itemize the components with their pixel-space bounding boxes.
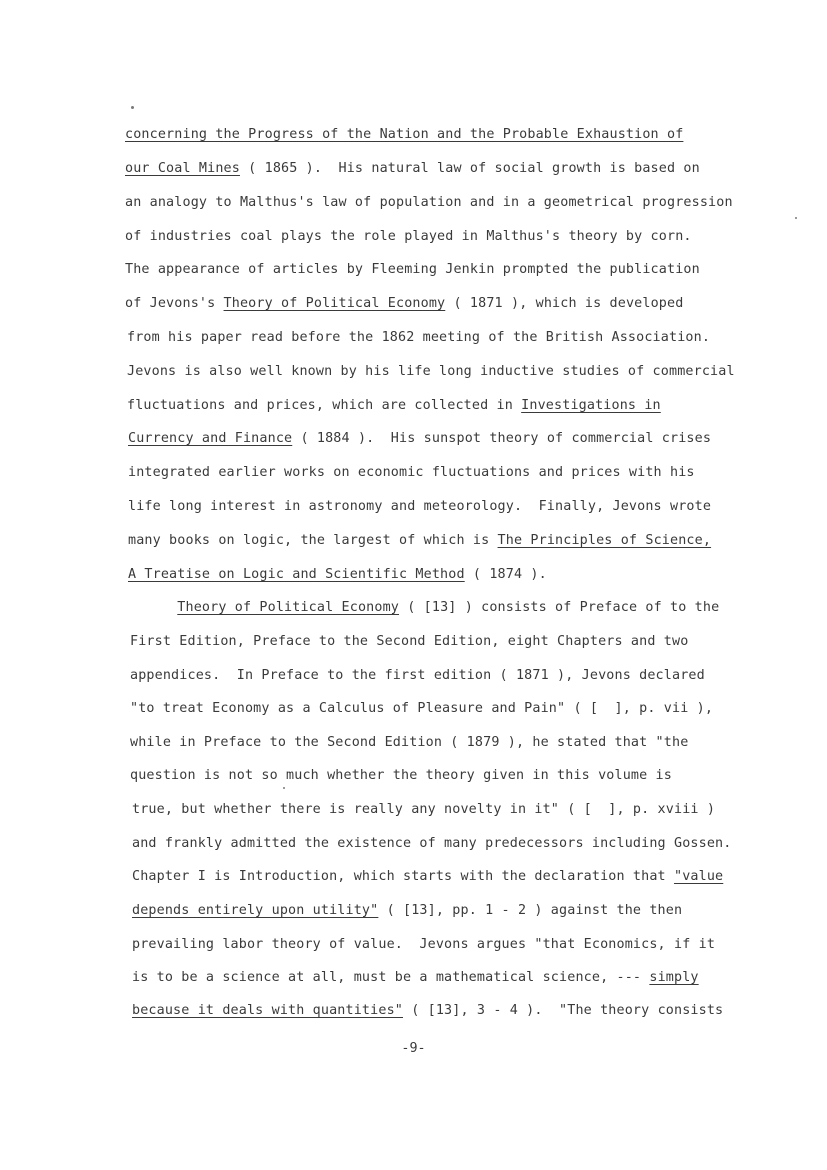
text-line [130, 768, 672, 784]
text-segment: "to treat Economy as a Calculus of Pleasure and Pain" ( [ ], p. vii ), [130, 701, 714, 716]
text-line [125, 161, 700, 177]
text-segment: ( [13] ) consists of Preface of to the [399, 600, 720, 615]
underlined-phrase: simply [649, 970, 699, 985]
underlined-phrase: because it deals with quantities" [132, 1003, 403, 1018]
text-line [132, 937, 715, 953]
underlined-phrase: our Coal Mines [125, 161, 240, 176]
underlined-phrase: Theory of Political Economy [223, 296, 446, 311]
text-segment: fluctuations and prices, which are collected in [127, 398, 522, 413]
underlined-phrase: "value [673, 869, 724, 884]
text-segment: Jevons is also well known by his life long inductive studies of commercial [127, 364, 735, 379]
underlined-phrase: concerning the Progress of the Nation and the Probable Exhaustion of [125, 127, 684, 142]
text-segment: question is not so much whether the theory given in this volume is [130, 768, 672, 783]
text-line [132, 869, 723, 885]
text-line [128, 533, 711, 549]
text-line [128, 567, 547, 583]
text-line [125, 229, 692, 245]
text-segment: of Jevons's [125, 296, 224, 311]
text-line [128, 431, 711, 447]
text-segment: true, but whether there is really any novelty in it" ( [ ], p. xviii ) [132, 802, 716, 817]
underlined-phrase: Theory of Political Economy [177, 600, 400, 615]
text-segment: integrated earlier works on economic fluctuations and prices with his [128, 465, 695, 480]
text-line [128, 600, 719, 616]
text-segment: ( 1884 ). His sunspot theory of commercial crises [292, 431, 712, 446]
text-segment: life long interest in astronomy and meteorology. Finally, Jevons wrote [128, 499, 712, 514]
underlined-phrase: The Principles of Science, [497, 533, 712, 548]
text-segment: while in Preface to the Second Edition ( 1879 ), he stated that "the [130, 735, 689, 750]
text-segment: The appearance of articles by Fleeming Jenkin prompted the publication [125, 262, 700, 277]
text-segment [128, 600, 177, 615]
text-line [132, 970, 699, 986]
text-segment: of industries coal plays the role played in Malthus's theory by corn. [125, 229, 692, 244]
text-line [132, 802, 715, 818]
text-segment: prevailing labor theory of value. Jevons argues "that Economics, if it [132, 937, 716, 952]
text-segment: many books on logic, the largest of which is [128, 533, 498, 548]
text-line [132, 836, 731, 852]
text-segment: ( 1865 ). His natural law of social growth is based on [239, 161, 700, 176]
text-line [130, 701, 713, 717]
text-line [125, 262, 700, 278]
text-line [125, 296, 683, 312]
text-line [127, 330, 710, 346]
text-segment: ( 1871 ), which is developed [445, 296, 684, 311]
text-line [128, 499, 711, 515]
text-line [130, 634, 688, 650]
text-line [125, 195, 733, 211]
text-segment: ( [13], pp. 1 - 2 ) against the then [378, 903, 683, 918]
text-segment: Chapter I is Introduction, which starts with the declaration that [132, 869, 674, 884]
scan-speck [283, 787, 285, 789]
text-segment: First Edition, Preface to the Second Edition, eight Chapters and two [130, 634, 689, 649]
underlined-phrase: Currency and Finance [128, 431, 293, 446]
page-number: -9- [401, 1041, 426, 1056]
underlined-phrase: Investigations in [521, 398, 661, 413]
text-line [132, 1003, 723, 1019]
text-segment: is to be a science at all, must be a mathematical science, --- [132, 970, 650, 985]
scan-speck [131, 106, 134, 109]
text-line [130, 668, 705, 684]
text-segment: ( 1874 ). [464, 567, 547, 582]
text-segment: an analogy to Malthus's law of population and in a geometrical progression [125, 195, 733, 210]
underlined-phrase: depends entirely upon utility" [132, 903, 379, 918]
scan-speck [795, 217, 797, 219]
text-line [127, 398, 661, 414]
text-line [130, 735, 688, 751]
underlined-phrase: A Treatise on Logic and Scientific Method [128, 567, 465, 582]
text-segment: ( [13], 3 - 4 ). "The theory consists [403, 1003, 724, 1018]
text-segment: from his paper read before the 1862 meeting of the British Association. [127, 330, 711, 345]
text-segment: and frankly admitted the existence of many predecessors including Gossen. [132, 836, 732, 851]
text-segment: appendices. In Preface to the first edition ( 1871 ), Jevons declared [130, 668, 705, 683]
text-line [132, 903, 682, 919]
text-line [128, 465, 695, 481]
text-line [125, 127, 683, 143]
text-line [127, 364, 735, 380]
